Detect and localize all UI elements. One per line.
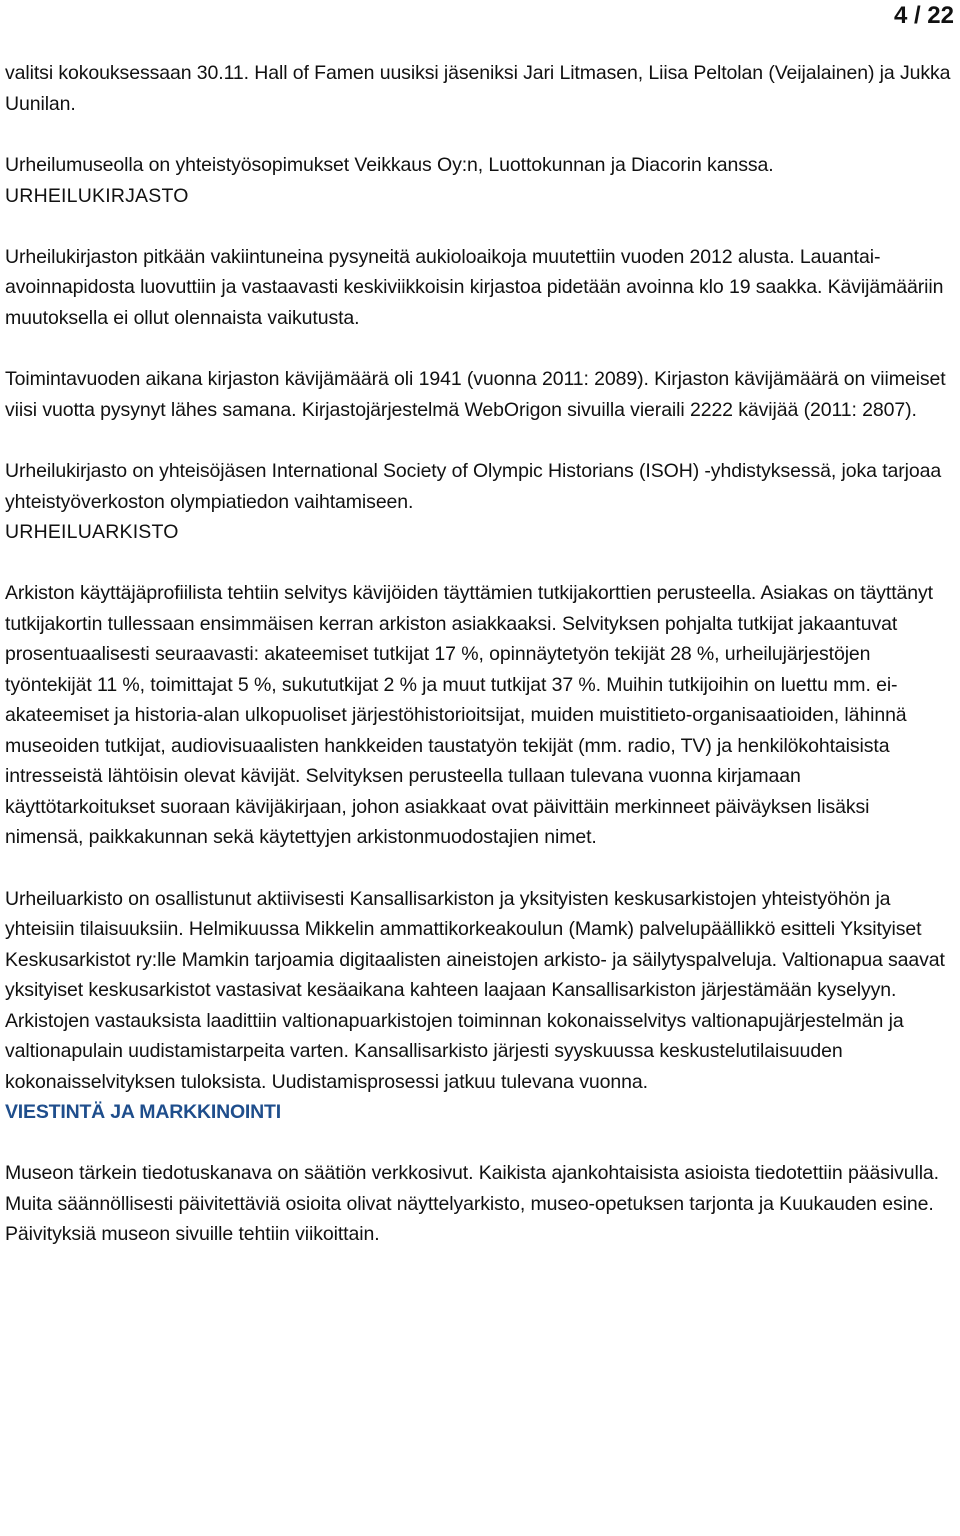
kirjasto-paragraph-isoh: Urheilukirjasto on yhteisöjäsen International Society of Olympic Historians (ISOH) -yhdistyksessä, joka tarjoaa yhteistyöverkoston olympiatiedon vaihtamiseen.	[5, 460, 942, 513]
arkisto-paragraph-user-profile: Arkiston käyttäjäprofiilista tehtiin selvitys kävijöiden täyttämien tutkijakorttien perusteella. Asiakas on täyttänyt tutkijakortin tullessaan ensimmäisen kerran arkiston asiakkaaksi. Selvityksen pohjalta tutkijat jakaantuvat prosentuaalisesti seuraavasti: akateemiset tutkijat 17 %, opinnäytetyön tekijät 28 %, urheilujärjestöjen työntekijät 11 %, toimittajat 5 %, sukututkijat 2 % ja muut tutkijat 37 %. Muihin tutkijoihin on luettu mm. ei-akateemiset ja historia-alan ulkopuoliset järjestöhistorioitsijat, muiden muistitieto-organisaatioiden, lähinnä museoiden tutkijat, audiovisuaalisten hankkeiden taustatyön tekijät (mm. radio, TV) ja henkilökohtaisista intresseistä lähtöisin olevat kävijät. Selvityksen perusteella tullaan tulevana vuonna kirjamaan käyttötarkoitukset suoraan kävijäkirjaan, johon asiakkaat ovat päivittäin merkinneet päiväyksen lisäksi nimensä, paikkakunnan sekä käytettyjen arkistonmuodostajien nimet.	[5, 582, 934, 848]
section-heading-arkisto: URHEILUARKISTO	[5, 521, 179, 543]
intro-paragraph-partnerships: Urheilumuseolla on yhteistyösopimukset Veikkaus Oy:n, Luottokunnan ja Diacorin kanssa.	[5, 154, 774, 176]
intro-paragraph-hall-of-fame: valitsi kokouksessaan 30.11. Hall of Famen uusiksi jäseniksi Jari Litmasen, Liisa Peltolan (Veijalainen) ja Jukka Uunilan.	[5, 62, 951, 115]
document-body	[5, 58, 953, 1250]
arkisto-paragraph-cooperation: Urheiluarkisto on osallistunut aktiivisesti Kansallisarkiston ja yksityisten keskusarkistojen yhteistyöhön ja yhteisiin tilaisuuksiin. Helmikuussa Mikkelin ammattikorkeakoulun (Mamk) palvelupäällikkö esitteli Yksityiset Keskusarkistot ry:lle Mamkin tarjoamia digitaalisten aineistojen arkisto- ja säilytyspalveluja. Valtionapua saavat yksityiset keskusarkistot vastasivat kesäaikana kahteen laajaan Kansallisarkiston järjestämään kyselyyn. Arkistojen vastauksista laadittiin valtionapuarkistojen toiminnan kokonaisselvitys valtionapujärjestelmän ja valtionapulain uudistamistarpeita varten. Kansallisarkisto järjesti syyskuussa keskustelutilaisuuden kokonaisselvityksen tuloksista. Uudistamisprosessi jatkuu tulevana vuonna.	[5, 887, 945, 1093]
section-heading-kirjasto: URHEILUKIRJASTO	[5, 184, 189, 207]
kirjasto-paragraph-visitors: Toimintavuoden aikana kirjaston kävijämäärä oli 1941 (vuonna 2011: 2089). Kirjaston kävijämäärä on viimeiset viisi vuotta pysynyt lähes samana. Kirjastojärjestelmä WebOrigon sivuilla vieraili 2222 kävijää (2011: 2807).	[5, 368, 946, 421]
page-number: 4 / 22	[893, 2, 954, 29]
kirjasto-paragraph-opening-hours: Urheilukirjaston pitkään vakiintuneina pysyneitä aukioloaikoja muutettiin vuoden 2012 alusta. Lauantai-avoinnapidosta luovuttiin ja vastaavasti keskiviikkoisin kirjastoa pidetään avoinna klo 19 saakka. Kävijämääriin muutoksella ei ollut olennaista vaikutusta.	[5, 245, 944, 329]
viestinta-paragraph-website: Museon tärkein tiedotuskanava on säätiön verkkosivut. Kaikista ajankohtaisista asioista tiedotettiin pääsivulla. Muita säännöllisesti päivitettäviä osioita olivat näyttelyarkisto, museo-opetuksen tarjonta ja Kuukauden esine. Päivityksiä museon sivuille tehtiin viikoittain.	[5, 1162, 939, 1245]
section-heading-viestinta: VIESTINTÄ JA MARKKINOINTI	[5, 1101, 281, 1123]
